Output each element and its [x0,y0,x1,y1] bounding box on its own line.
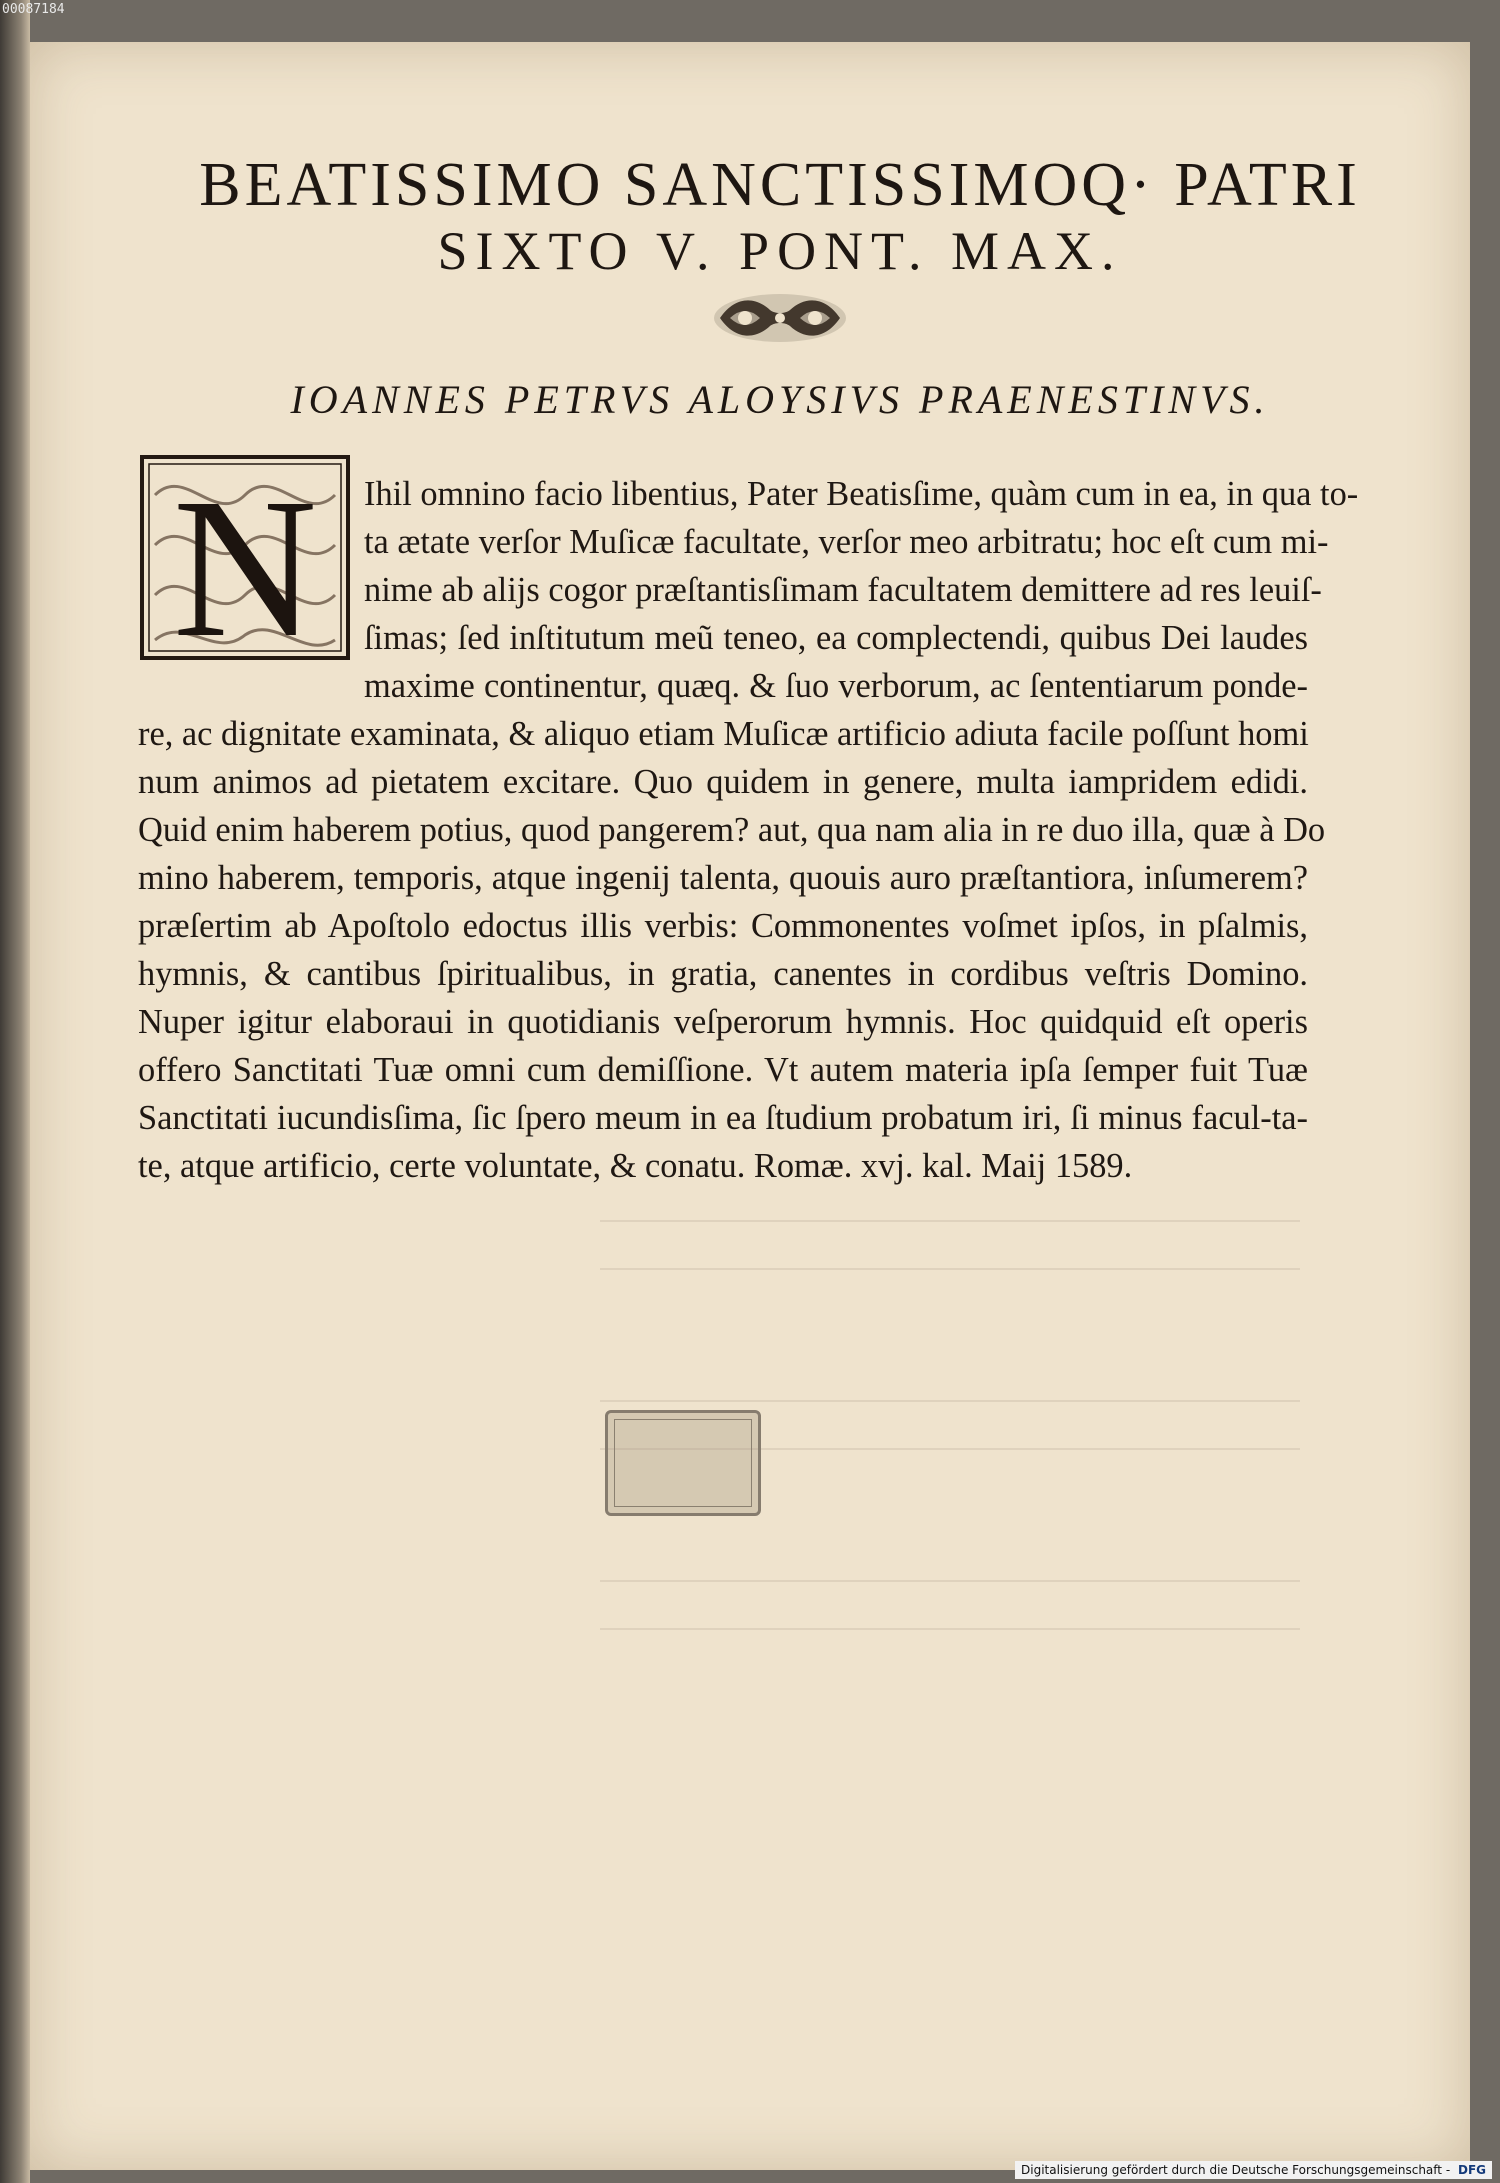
bleed-through-staff [600,1220,1300,1270]
body-line: re, ac dignitate examinata, & aliquo etiam Muſicæ artificio adiuta facile poſſunt homi [138,715,1309,753]
body-line: præſertim ab Apoſtolo edoctus illis verbis: Commonentes voſmet ipſos, in pſalmis, [138,907,1308,945]
body-line: ſimas; ſed inſtitutum meũ teneo, ea complectendi, quibus Dei laudes [364,619,1308,657]
body-line: mino haberem, temporis, atque ingenij talenta, quouis auro præſtantiora, inſumerem? [138,859,1308,897]
body-line: hymnis, & cantibus ſpiritualibus, in gratia, canentes in cordibus veſtris Domino. [138,955,1308,993]
author-line: IOANNES PETRVS ALOYSIVS PRAENESTINVS. [290,377,1270,422]
body-line: nime ab alijs cogor præſtantisſimam facultatem demittere ad res leuiſ- [364,571,1322,609]
body-line: num animos ad pietatem excitare. Quo quidem in genere, multa iampridem edidi. [138,763,1308,801]
footer-credit-text: Digitalisierung gefördert durch die Deutsche Forschungsgemeinschaft - [1021,2163,1451,2177]
book-spine [0,0,30,2183]
decorated-initial [140,455,350,660]
body-line: offero Sanctitati Tuæ omni cum demiſſione. Vt autem materia ipſa ſemper fuit Tuæ [138,1051,1308,1089]
body-line: maxime continentur, quæq. & ſuo verborum, ac ſententiarum ponde- [364,667,1308,705]
dedication-subtitle: SIXTO V. PONT. MAX. [437,221,1123,281]
initial-letter: N [172,458,318,660]
body-line: ta ætate verſor Muſicæ facultate, verſor meo arbitratu; hoc eſt cum mi- [364,523,1329,561]
body-line: Sanctitati iucundisſima, ſic ſpero meum in ea ſtudium probatum iri, ſi minus facul-ta- [138,1099,1308,1137]
body-line: Nuper igitur elaboraui in quotidianis veſperorum hymnis. Hoc quidquid eſt operis [138,1003,1308,1041]
library-stamp [605,1410,761,1516]
body-line: te, atque artificio, certe voluntate, & conatu. Romæ. xvj. kal. Maij 1589. [138,1147,1133,1185]
body-line: Quid enim haberem potius, quod pangerem? aut, qua nam alia in re duo illa, quæ à Do [138,811,1326,849]
footer-credit [1015,2161,1492,2179]
bleed-through-staff [600,1580,1300,1630]
dfg-logo-icon: DFG [1457,2163,1486,2177]
reference-id: 00087184 [2,2,65,17]
body-line: Ihil omnino facio libentius, Pater Beatisſime, quàm cum in ea, in qua to- [364,475,1359,513]
fleuron-ornament-icon [710,290,850,346]
dedication-title: BEATISSIMO SANCTISSIMOQ· PATRI [199,151,1361,219]
